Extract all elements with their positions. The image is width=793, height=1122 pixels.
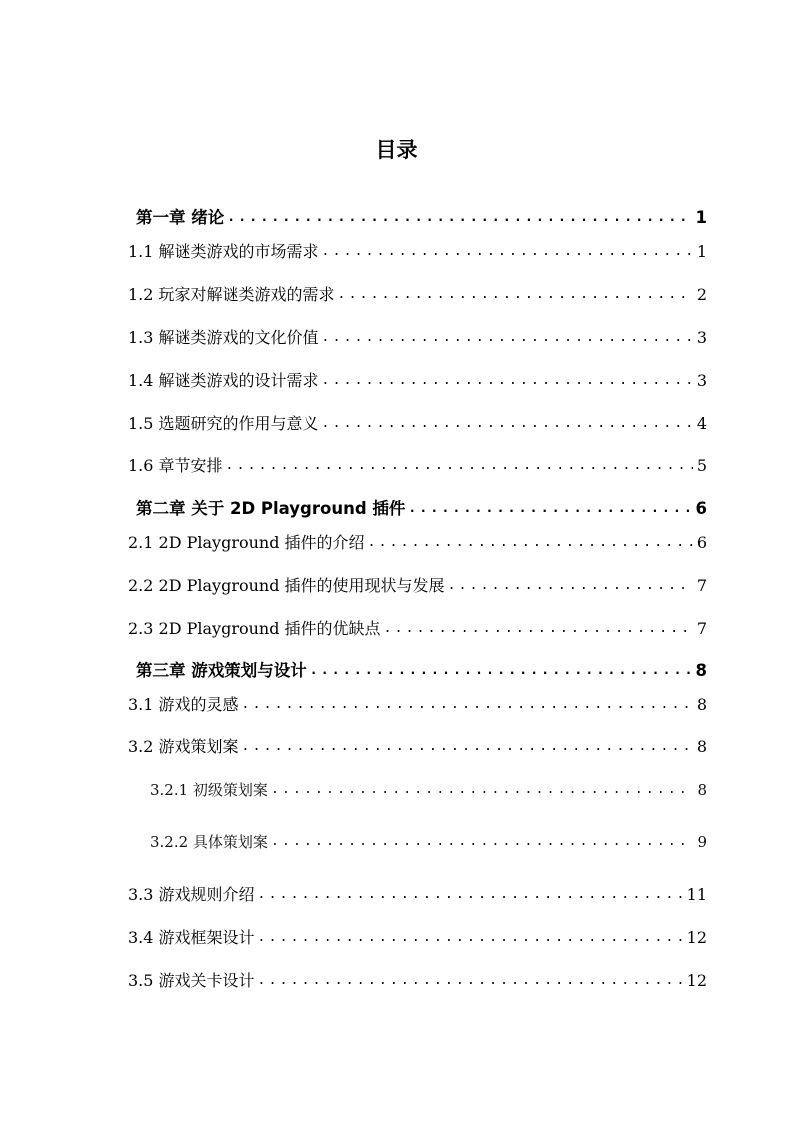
toc-entry-label: 3.3 游戏规则介绍 xyxy=(128,885,255,904)
toc-entry-page: 12 xyxy=(686,971,707,990)
toc-entry-2-3[interactable] xyxy=(128,616,707,640)
toc-entry-label: 1.1 解谜类游戏的市场需求 xyxy=(128,242,319,261)
toc-entry-page: 11 xyxy=(686,885,707,904)
dot-leader xyxy=(322,241,693,263)
toc-entry-page: 6 xyxy=(695,499,707,518)
dot-leader xyxy=(271,831,694,853)
toc-entry-1-5[interactable] xyxy=(128,411,707,435)
toc-entry-page: 3 xyxy=(696,328,707,347)
page-title: 目录 xyxy=(375,138,418,162)
toc-entry-page: 1 xyxy=(696,242,707,261)
toc-entry-page: 1 xyxy=(695,208,707,227)
toc-entry-1-3[interactable] xyxy=(128,325,707,349)
dot-leader xyxy=(227,207,691,229)
toc-entry-page: 7 xyxy=(696,576,707,595)
toc-entry-page: 8 xyxy=(696,695,707,714)
toc-entry-chapter-3[interactable] xyxy=(136,658,707,682)
toc-entry-label: 1.4 解谜类游戏的设计需求 xyxy=(128,371,319,390)
toc-entry-2-2[interactable] xyxy=(128,573,707,597)
toc-entry-2-1[interactable] xyxy=(128,530,707,554)
dot-leader xyxy=(258,927,683,949)
toc-entry-1-1[interactable] xyxy=(128,239,707,263)
toc-entry-3-5[interactable] xyxy=(128,968,707,992)
dot-leader xyxy=(242,736,693,758)
toc-entry-page: 9 xyxy=(697,833,707,851)
toc-entry-page: 8 xyxy=(696,737,707,756)
toc-entry-label: 3.2.1 初级策划案 xyxy=(150,781,268,799)
dot-leader xyxy=(322,413,693,435)
dot-leader xyxy=(310,660,692,682)
toc-entry-page: 12 xyxy=(686,928,707,947)
toc-entry-page: 8 xyxy=(695,661,707,680)
dot-leader xyxy=(408,498,691,520)
dot-leader xyxy=(322,327,693,349)
toc-entry-page: 6 xyxy=(696,533,707,552)
dot-leader xyxy=(368,532,693,554)
toc-entry-3-2-1[interactable] xyxy=(150,777,707,801)
toc-entry-1-4[interactable] xyxy=(128,368,707,392)
toc-entry-label: 3.2.2 具体策划案 xyxy=(150,833,268,851)
toc-entry-label: 2.1 2D Playground 插件的介绍 xyxy=(128,533,365,552)
dot-leader xyxy=(338,284,693,306)
toc-entry-3-4[interactable] xyxy=(128,925,707,949)
toc-entry-label: 第三章 游戏策划与设计 xyxy=(136,661,307,680)
toc-entry-page: 8 xyxy=(697,781,707,799)
toc-entry-label: 1.2 玩家对解谜类游戏的需求 xyxy=(128,285,335,304)
dot-leader xyxy=(448,575,693,597)
toc-entry-3-1[interactable] xyxy=(128,692,707,716)
dot-leader xyxy=(258,970,683,992)
toc-entry-3-2-2[interactable] xyxy=(150,829,707,853)
dot-leader xyxy=(242,694,693,716)
dot-leader xyxy=(384,618,693,640)
toc-entry-page: 3 xyxy=(696,371,707,390)
toc-entry-chapter-2[interactable] xyxy=(136,496,707,520)
dot-leader xyxy=(271,779,694,801)
toc-entry-page: 2 xyxy=(696,285,707,304)
toc-entry-label: 3.5 游戏关卡设计 xyxy=(128,971,255,990)
dot-leader xyxy=(226,455,693,477)
toc-entry-chapter-1[interactable] xyxy=(136,205,707,229)
toc-entry-label: 第一章 绪论 xyxy=(136,208,225,227)
toc-entry-page: 4 xyxy=(696,414,707,433)
toc-entry-label: 2.2 2D Playground 插件的使用现状与发展 xyxy=(128,576,445,595)
toc-entry-page: 5 xyxy=(696,456,707,475)
toc-entry-1-6[interactable] xyxy=(128,453,707,477)
dot-leader xyxy=(258,884,683,906)
toc-entry-3-3[interactable] xyxy=(128,882,707,906)
toc-entry-label: 3.2 游戏策划案 xyxy=(128,737,239,756)
toc-entry-label: 3.1 游戏的灵感 xyxy=(128,695,239,714)
toc-entry-label: 1.5 选题研究的作用与意义 xyxy=(128,414,319,433)
toc-entry-label: 1.6 章节安排 xyxy=(128,456,223,475)
toc-entry-label: 3.4 游戏框架设计 xyxy=(128,928,255,947)
toc-entry-page: 7 xyxy=(696,619,707,638)
toc-entry-label: 2.3 2D Playground 插件的优缺点 xyxy=(128,619,381,638)
toc-entry-label: 第二章 关于 2D Playground 插件 xyxy=(136,499,406,518)
dot-leader xyxy=(322,370,693,392)
toc-entry-label: 1.3 解谜类游戏的文化价值 xyxy=(128,328,319,347)
toc-entry-1-2[interactable] xyxy=(128,282,707,306)
toc-entry-3-2[interactable] xyxy=(128,734,707,758)
